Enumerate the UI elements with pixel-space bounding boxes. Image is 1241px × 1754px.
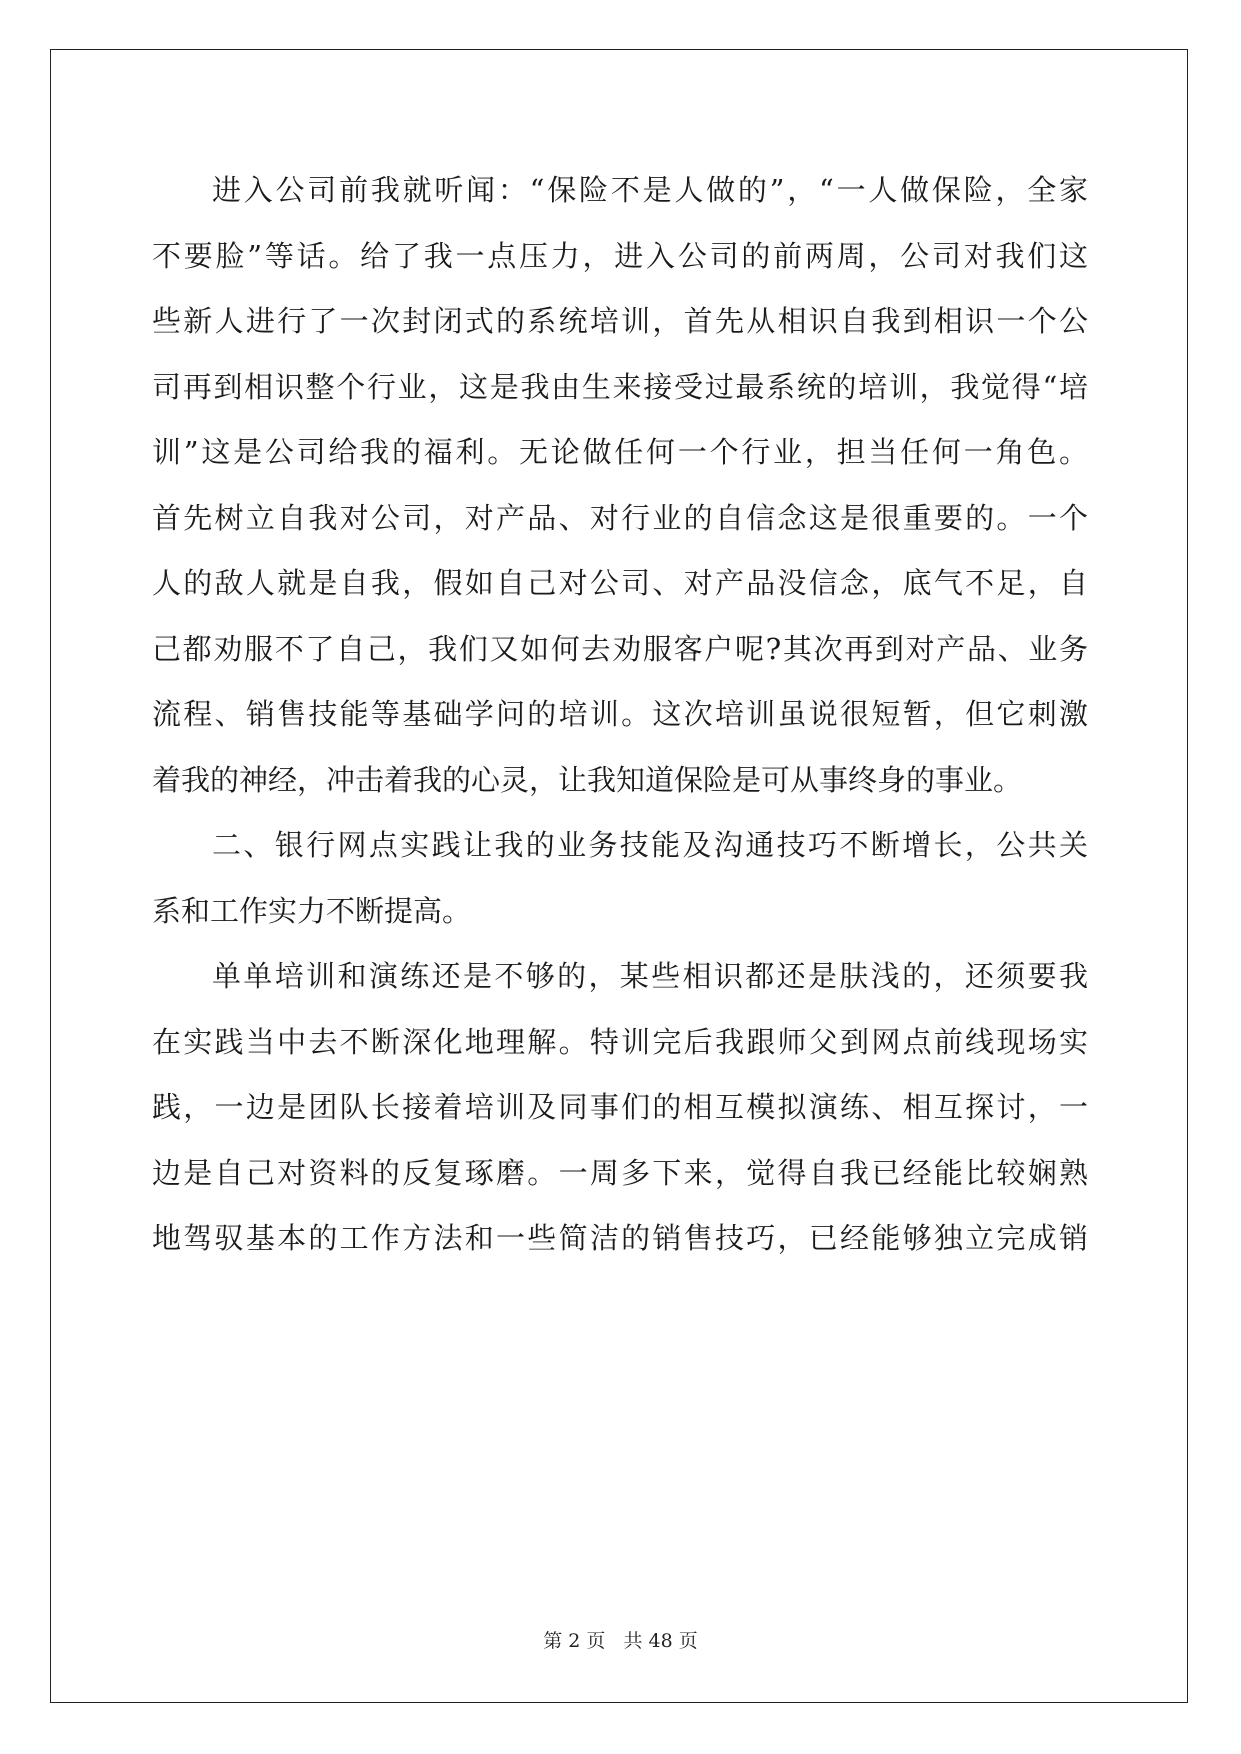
text-line: 践，一边是团队长接着培训及同事们的相互模拟演练、相互探讨，一 [152,1090,1088,1124]
page-number: 第 2 页 [543,1630,606,1652]
text-line: 人的敌人就是自我，假如自己对公司、对产品没信念，底气不足，自 [152,566,1088,600]
text-line: 进入公司前我就听闻：“保险不是人做的”，“一人做保险，全家 [212,173,1088,207]
text-line: 着我的神经，冲击着我的心灵，让我知道保险是可从事终身的事业。 [152,762,1023,797]
page-total: 共 48 页 [623,1630,698,1652]
text-line: 些新人进行了一次封闭式的系统培训，首先从相识自我到相识一个公 [152,304,1088,338]
text-line: 训”这是公司给我的福利。无论做任何一个行业，担当任何一角色。 [152,435,1088,469]
text-line: 流程、销售技能等基础学问的培训。这次培训虽说很短暂，但它刺激 [152,697,1088,731]
text-line: 地驾驭基本的工作方法和一些简洁的销售技巧，已经能够独立完成销 [152,1221,1088,1255]
text-line: 首先树立自我对公司，对产品、对行业的自信念这是很重要的。一个 [152,500,1088,535]
text-line: 司再到相识整个行业，这是我由生来接受过最系统的培训，我觉得“培 [152,369,1088,404]
document-body [152,158,1088,1272]
text-line: 二、银行网点实践让我的业务技能及沟通技巧不断增长，公共关 [212,828,1088,862]
text-line: 单单培训和演练还是不够的，某些相识都还是肤浅的，还须要我 [212,959,1088,993]
text-line: 边是自己对资料的反复琢磨。一周多下来，觉得自我已经能比较娴熟 [152,1155,1088,1190]
text-line: 己都劝服不了自己，我们又如何去劝服客户呢?其次再到对产品、业务 [152,631,1088,666]
text-line: 不要脸”等话。给了我一点压力，进入公司的前两周，公司对我们这 [152,238,1088,273]
text-line: 系和工作实力不断提高。 [152,893,472,928]
page-footer [0,1626,1241,1653]
text-line: 在实践当中去不断深化地理解。特训完后我跟师父到网点前线现场实 [152,1024,1088,1059]
